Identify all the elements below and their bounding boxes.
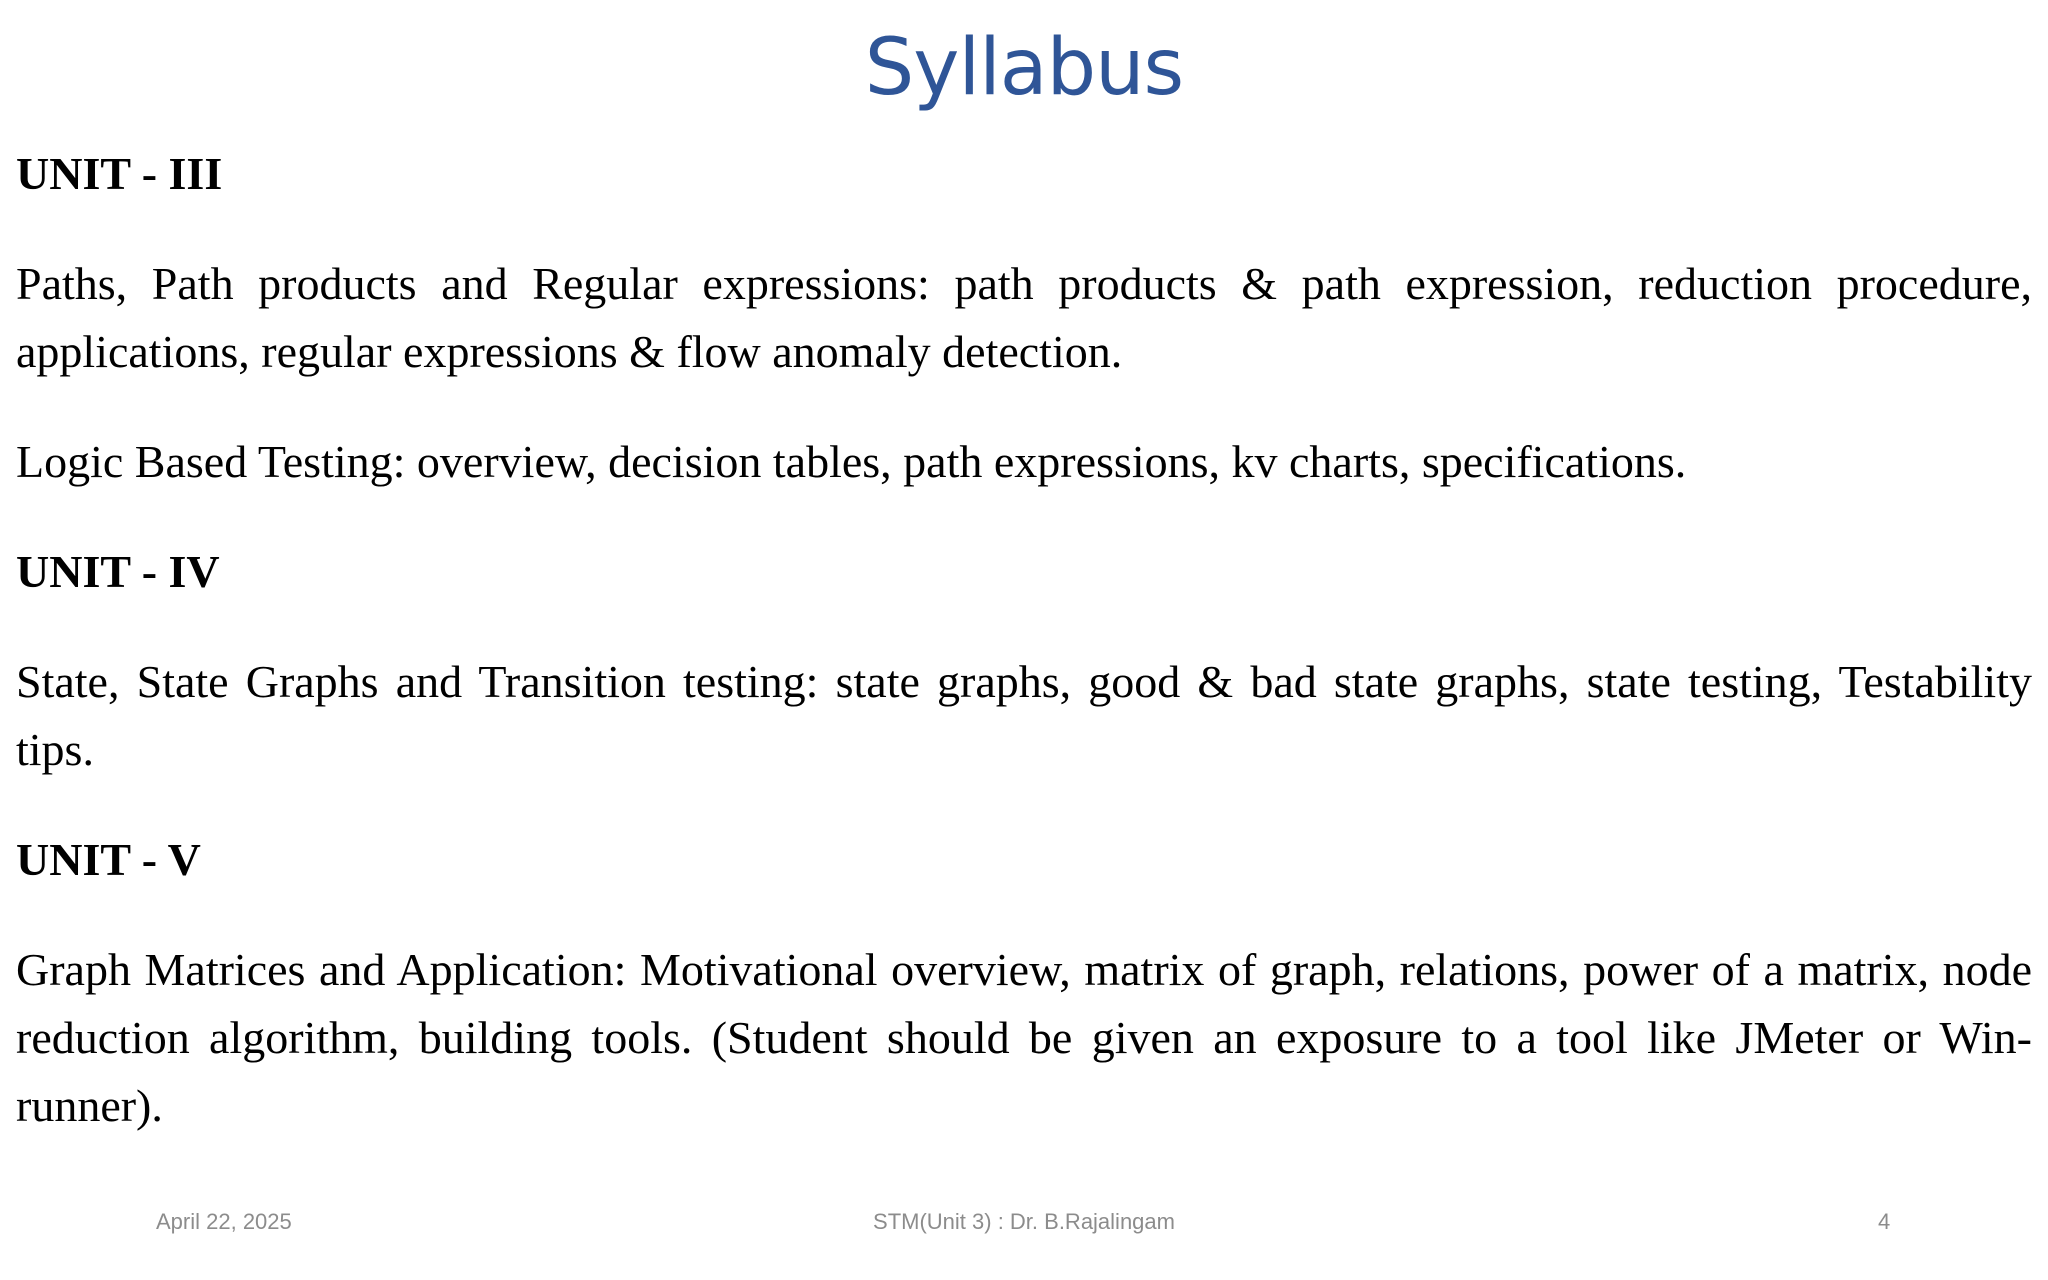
unit-5-paragraph-graph-matrices: Graph Matrices and Application: Motivational overview, matrix of graph, relations, power of a matrix, node reduction algorithm, building tools. (Student should be given an exposure to a tool like JMeter or Win-runner).: [16, 944, 2032, 1131]
footer-page-number: 4: [1878, 1209, 1891, 1234]
slide-content: [16, 140, 2032, 1182]
unit-5-section: [16, 826, 2032, 1140]
footer-date: April 22, 2025: [156, 1209, 292, 1234]
footer-author: STM(Unit 3) : Dr. B.Rajalingam: [873, 1209, 1175, 1234]
unit-3-heading: UNIT - III: [16, 148, 223, 199]
unit-4-section: [16, 538, 2032, 784]
unit-3-paragraph-logic-testing: Logic Based Testing: overview, decision tables, path expressions, kv charts, specifications.: [16, 436, 1687, 487]
unit-5-heading: UNIT - V: [16, 834, 201, 885]
unit-3-section: [16, 140, 2032, 496]
unit-4-heading: UNIT - IV: [16, 546, 220, 597]
unit-3-paragraph-paths: Paths, Path products and Regular expressions: path products & path expression, reduction procedure, applications, regular expressions & flow anomaly detection.: [16, 258, 2032, 377]
slide-title: Syllabus: [864, 23, 1184, 113]
unit-4-paragraph-state-graphs: State, State Graphs and Transition testing: state graphs, good & bad state graphs, state testing, Testability tips.: [16, 656, 2032, 775]
